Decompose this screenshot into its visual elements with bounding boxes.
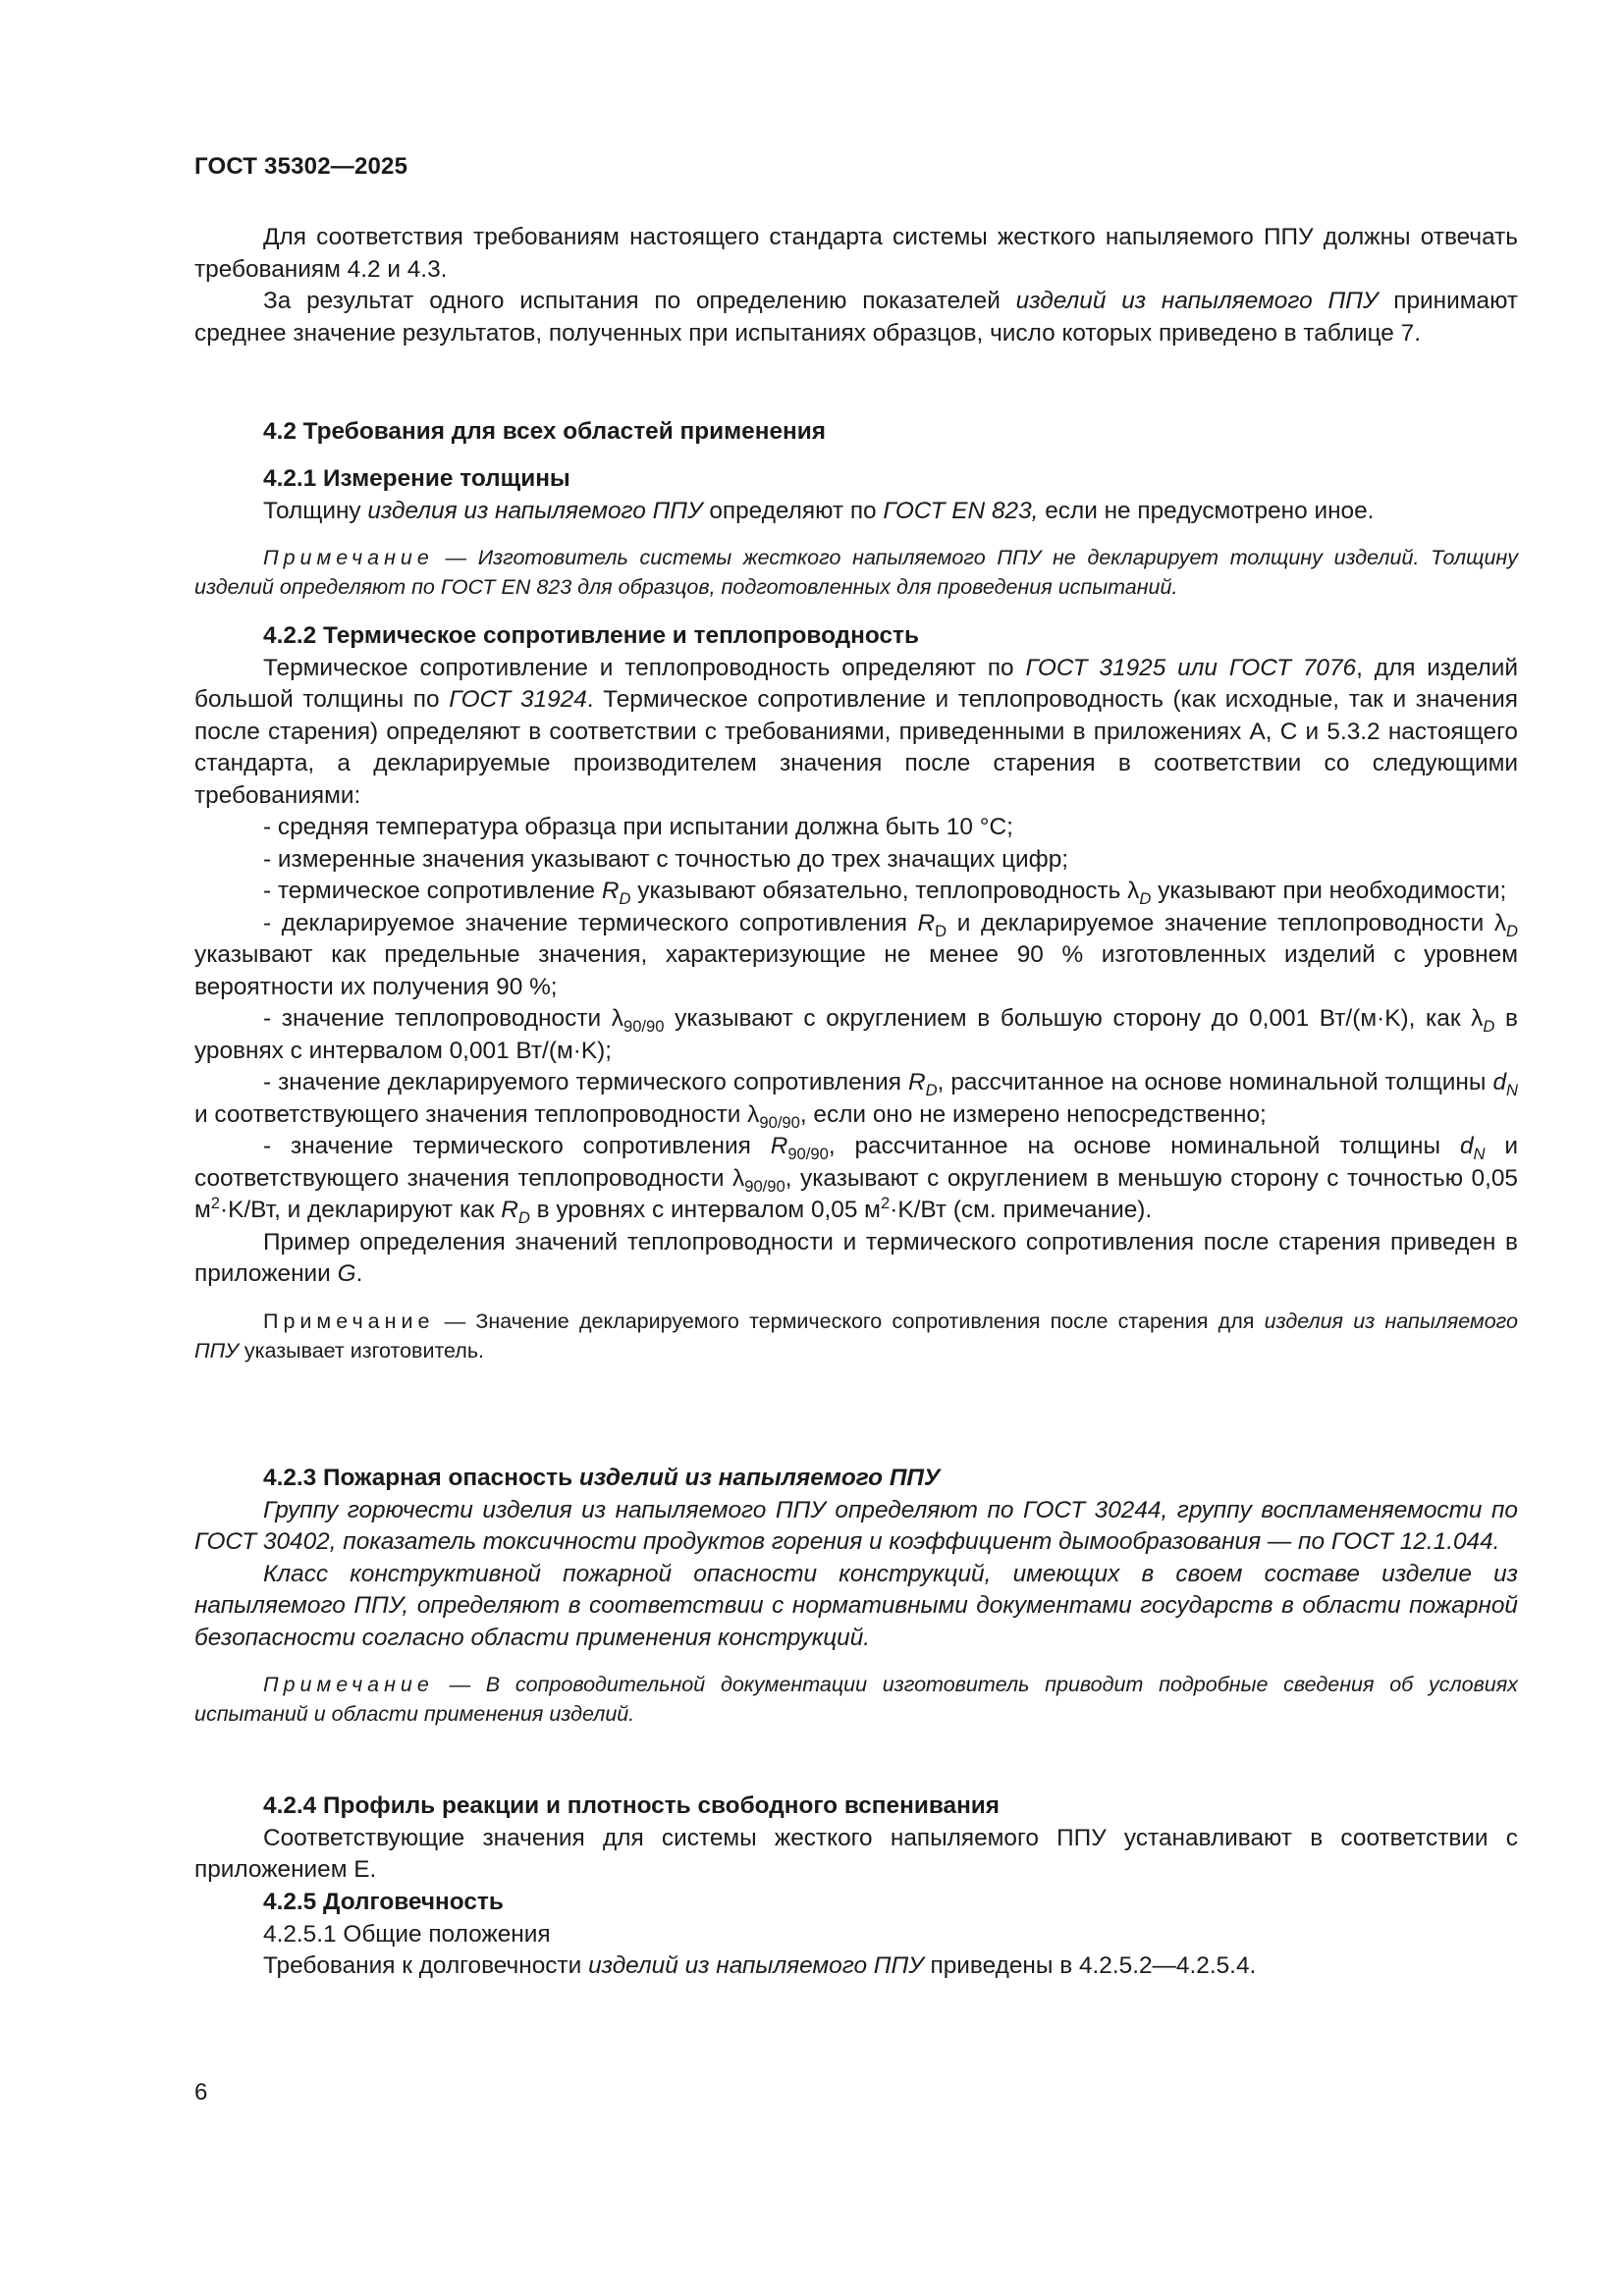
text-run: - декларируемое значение термического сопротивления	[263, 909, 918, 936]
note	[194, 543, 1518, 602]
heading-text: 4.2.3 Пожарная опасность	[263, 1465, 579, 1491]
text-run: - значение теплопроводности	[263, 1005, 612, 1032]
document-header-id: ГОСТ 35302—2025	[194, 153, 408, 180]
text-run: и соответствующего значения теплопроводности	[194, 1133, 1518, 1192]
text-run: , указывают с округлением в меньшую сторону с точностью 0,05 м	[194, 1164, 1518, 1223]
paragraph	[194, 1950, 1518, 1983]
paragraph	[194, 1227, 1518, 1291]
list-item: - средняя температура образца при испытании должна быть 10 °С;	[263, 814, 1013, 840]
symbol-lambda-90-90: $\lambda_{90/90}$	[732, 1164, 785, 1196]
note-text: — В сопроводительной документации изготовитель приводит подробные сведения об условиях испытаний и области применения изделий.	[194, 1673, 1518, 1726]
intro-paragraph-2	[194, 286, 1518, 349]
symbol-R-D: $R_D$	[601, 878, 631, 908]
intro-block	[194, 222, 1518, 349]
list-item	[194, 876, 1518, 908]
section-heading-4-2-1: 4.2.1 Измерение толщины	[263, 465, 570, 492]
text-run: указывают с округлением в большую сторону до 0,001 Вт/(м·K), как	[664, 1005, 1472, 1032]
paragraph: Соответствующие значения для системы жесткого напыляемого ППУ устанавливают в соответствии с приложением Е.	[194, 1824, 1518, 1883]
text-run: приведены в 4.2.5.2—4.2.5.4.	[923, 1952, 1257, 1979]
symbol-R-90-90: $R_{90/90}$	[770, 1133, 829, 1163]
section-4-2-1	[194, 463, 1518, 602]
italic-term: ГОСТ 31924	[449, 686, 587, 713]
note	[194, 1307, 1518, 1365]
text-run: ·K/Вт, и декларируют как	[220, 1197, 502, 1223]
paragraph	[194, 653, 1518, 813]
list-item: - измеренные значения указывают с точностью до трех значащих цифр;	[263, 845, 1069, 873]
text-run: За результат одного испытания по определению показателей	[263, 288, 1016, 314]
italic-term: изделия из напыляемого ППУ	[367, 497, 703, 524]
symbol-lambda-90-90: $\lambda_{90/90}$	[747, 1100, 800, 1132]
text-run: определяют по	[702, 497, 884, 524]
text-run: если не предусмотрено иное.	[1038, 497, 1375, 524]
list-item	[194, 1067, 1518, 1131]
text-run: указывают обязательно, теплопроводность	[630, 878, 1128, 904]
text-run: - значение термического сопротивления	[263, 1133, 771, 1159]
list-item	[194, 908, 1518, 1004]
italic-term: ГОСТ 31925 или ГОСТ 7076	[1025, 654, 1357, 681]
note-label: Примечание	[263, 1308, 435, 1333]
italic-term: изделий из напыляемого ППУ	[1015, 288, 1379, 314]
symbol-lambda-D: $\lambda_D$	[1127, 878, 1152, 908]
note-text: — Изготовитель системы жесткого напыляемого ППУ не декларирует толщину изделий. Толщину изделий определяют по ГОСТ EN 823 для образцов, подготовленных для проведения испытаний.	[194, 546, 1518, 599]
symbol-lambda-90-90: $\lambda_{90/90}$	[611, 1005, 665, 1036]
list-item	[194, 1131, 1518, 1227]
symbol-lambda-D: $\lambda_D$	[1471, 1005, 1495, 1036]
text-run: .	[355, 1260, 363, 1287]
text-run: , рассчитанное на основе номинальной толщины	[937, 1069, 1493, 1095]
note	[194, 1670, 1518, 1729]
symbol-d-N: $d_N$	[1459, 1133, 1486, 1163]
note-text: — Значение декларируемого термического сопротивления после старения для	[434, 1308, 1265, 1333]
section-4-2-5	[194, 1887, 1518, 1983]
symbol-R-D: $R_D$	[907, 1069, 938, 1099]
italic-term: изделий из напыляемого ППУ	[588, 1952, 924, 1979]
section-heading-4-2: 4.2 Требования для всех областей применения	[263, 418, 827, 445]
section-4-2-2	[194, 620, 1518, 1365]
text-run: - термическое сопротивление	[263, 878, 602, 904]
text-run: Пример определения значений теплопроводности и термического сопротивления после старения приведен в приложении	[194, 1228, 1518, 1287]
superscript: 2	[880, 1193, 891, 1212]
paragraph: Группу горючести изделия из напыляемого ППУ определяют по ГОСТ 30244, группу воспламеняемости по ГОСТ 30402, показатель токсичности продуктов горения и коэффициент дымообразования — по ГОСТ 12.1.044.	[194, 1496, 1518, 1555]
symbol-R-D: $R_D$	[501, 1197, 530, 1227]
text-run: ·K/Вт (см. примечание).	[890, 1197, 1153, 1223]
text-run: в уровнях с интервалом 0,05 м	[529, 1197, 881, 1223]
text-run: принимают среднее значение результатов, полученных при испытаниях образцов, число которых приведено в таблице 7.	[194, 288, 1518, 347]
text-run: Термическое сопротивление и теплопроводность определяют по	[263, 654, 1026, 681]
symbol-lambda-D: $\lambda_D$	[1493, 909, 1518, 940]
page-number: 6	[194, 2079, 208, 2106]
text-run: , рассчитанное на основе номинальной толщины	[828, 1133, 1460, 1159]
italic-term: G	[337, 1260, 356, 1287]
subsection-heading-4-2-5-1: 4.2.5.1 Общие положения	[263, 1920, 551, 1948]
paragraph	[194, 496, 1518, 528]
text-run: в уровнях с интервалом 0,001 Вт/(м·K);	[194, 1005, 1518, 1064]
text-run: указывают как предельные значения, характеризующие не менее 90 % изготовленных изделий с уровнем вероятности их получения 90 %;	[194, 941, 1518, 1000]
text-run: Толщину	[263, 497, 368, 524]
text-run: и декларируемое значение теплопроводности	[947, 909, 1494, 936]
symbol-d-N: $d_N$	[1492, 1069, 1518, 1099]
note-label: Примечание	[263, 546, 434, 569]
list-item	[194, 1003, 1518, 1067]
italic-term: ГОСТ EN 823,	[883, 497, 1039, 524]
intro-paragraph-1: Для соответствия требованиям настоящего стандарта системы жесткого напыляемого ППУ должны отвечать требованиям 4.2 и 4.3.	[194, 224, 1518, 283]
note-text: указывает изготовитель.	[238, 1338, 485, 1362]
heading-italic: изделий из напыляемого ППУ	[578, 1465, 941, 1491]
text-run: . Термическое сопротивление и теплопроводность (как исходные, так и значения после старения) определяют в соответствии с требованиями, приведенными в приложениях А, С и 5.3.2 настоящего стандарта, а декларируемые производителем значения после старения в соответствии со следующими требованиями:	[194, 686, 1518, 809]
section-4-2-3	[194, 1463, 1518, 1729]
superscript: 2	[210, 1193, 221, 1212]
symbol-R-D: $R_D$	[917, 909, 947, 940]
italic-term: изделия из напыляемого ППУ	[194, 1308, 1518, 1362]
text-run: , если оно не измерено непосредственно;	[799, 1100, 1267, 1128]
note-label: Примечание	[263, 1673, 434, 1696]
section-heading-4-2-3	[194, 1463, 1518, 1495]
section-heading-4-2-2: 4.2.2 Термическое сопротивление и теплопроводность	[263, 622, 919, 649]
section-4-2	[194, 416, 1518, 449]
text-run: , для изделий большой толщины по	[194, 654, 1518, 713]
section-heading-4-2-5: 4.2.5 Долговечность	[263, 1889, 504, 1915]
text-run: и соответствующего значения теплопроводности	[194, 1100, 748, 1128]
text-run: - значение декларируемого термического сопротивления	[263, 1069, 908, 1095]
text-run: Требования к долговечности	[263, 1952, 589, 1979]
section-heading-4-2-4: 4.2.4 Профиль реакции и плотность свободного вспенивания	[263, 1792, 1001, 1819]
text-run: указывают при необходимости;	[1151, 878, 1507, 904]
paragraph: Класс конструктивной пожарной опасности конструкций, имеющих в своем составе изделие из напыляемого ППУ, определяют в соответствии с нормативными документами государств в области пожарной безопасности согласно области применения конструкций.	[194, 1560, 1518, 1651]
section-4-2-4	[194, 1790, 1518, 1887]
